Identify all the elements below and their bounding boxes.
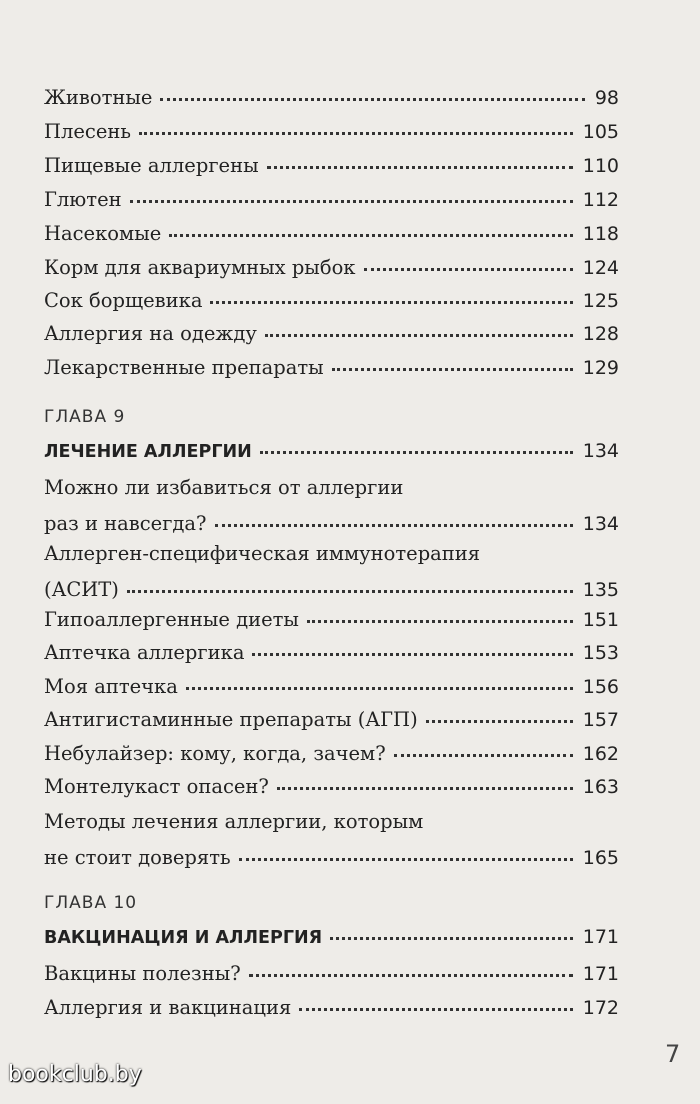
leader-dots bbox=[265, 334, 573, 337]
toc-entry bbox=[44, 476, 619, 546]
toc-entry-title: Сок борщевика bbox=[44, 289, 203, 312]
leader-dots bbox=[130, 200, 573, 203]
toc-entry-title-line1: Можно ли избавиться от аллергии bbox=[44, 476, 404, 499]
toc-entry-page: 162 bbox=[582, 743, 619, 765]
leader-dots bbox=[210, 301, 572, 304]
leader-dots bbox=[426, 720, 573, 723]
toc-entry bbox=[44, 188, 619, 222]
toc-entry bbox=[44, 542, 619, 612]
toc-entry bbox=[44, 742, 619, 776]
leader-dots bbox=[330, 937, 573, 940]
toc-entry-title: Насекомые bbox=[44, 222, 162, 245]
chapter-title-entry bbox=[44, 926, 619, 960]
toc-entry-page: 171 bbox=[582, 926, 619, 948]
toc-entry bbox=[44, 641, 619, 675]
toc-entry-page: 98 bbox=[594, 87, 619, 109]
toc-entry bbox=[44, 154, 619, 188]
leader-dots bbox=[307, 620, 573, 623]
toc-entry-title: Плесень bbox=[44, 120, 132, 143]
toc-entry-page: 153 bbox=[582, 642, 619, 664]
toc-entry bbox=[44, 256, 619, 290]
toc-entry-title: Аллергия на одежду bbox=[44, 322, 257, 345]
leader-dots bbox=[215, 524, 573, 527]
toc-entry bbox=[44, 222, 619, 256]
toc-entry-title: Гипоаллергенные диеты bbox=[44, 608, 299, 631]
toc-entry-page: 156 bbox=[582, 676, 619, 698]
leader-dots bbox=[169, 234, 572, 237]
toc-entry bbox=[44, 322, 619, 356]
toc-entry-title: Корм для аквариумных рыбок bbox=[44, 256, 356, 279]
toc-entry bbox=[44, 120, 619, 154]
toc-entry-page: 157 bbox=[582, 709, 619, 731]
toc-entry-title: Глютен bbox=[44, 188, 122, 211]
toc-entry bbox=[44, 289, 619, 323]
toc-entry-page: 171 bbox=[582, 963, 619, 985]
watermark: bookclub.by bbox=[8, 1062, 142, 1087]
toc-entry-page: 128 bbox=[582, 323, 619, 345]
toc-entry-page: 129 bbox=[582, 357, 619, 379]
leader-dots bbox=[186, 687, 573, 690]
toc-entry-page: 172 bbox=[582, 997, 619, 1019]
toc-entry-title: Животные bbox=[44, 86, 153, 109]
leader-dots bbox=[239, 858, 573, 861]
leader-dots bbox=[332, 368, 573, 371]
leader-dots bbox=[127, 590, 573, 593]
toc-entry bbox=[44, 996, 619, 1030]
toc-entry-page: 125 bbox=[582, 290, 619, 312]
page-number: 7 bbox=[665, 1040, 681, 1068]
toc-entry-title: (АСИТ) bbox=[44, 578, 119, 601]
toc-entry-title: Небулайзер: кому, когда, зачем? bbox=[44, 742, 386, 765]
leader-dots bbox=[249, 974, 573, 977]
toc-entry-page: 112 bbox=[582, 189, 619, 211]
leader-dots bbox=[277, 787, 573, 790]
toc-entry-title: раз и навсегда? bbox=[44, 512, 207, 535]
leader-dots bbox=[160, 98, 584, 101]
toc-entry bbox=[44, 962, 619, 996]
chapter-title: ЛЕЧЕНИЕ АЛЛЕРГИИ bbox=[44, 442, 252, 462]
toc-entry bbox=[44, 775, 619, 809]
toc-entry-page: 151 bbox=[582, 609, 619, 631]
chapter-title-entry bbox=[44, 440, 619, 474]
leader-dots bbox=[139, 132, 573, 135]
toc-entry-page: 118 bbox=[582, 223, 619, 245]
toc-entry-page: 165 bbox=[582, 847, 619, 869]
toc-entry-title: Аллергия и вакцинация bbox=[44, 996, 292, 1019]
toc-entry-title: Пищевые аллергены bbox=[44, 154, 259, 177]
toc-entry-page: 163 bbox=[582, 776, 619, 798]
toc-entry-page: 110 bbox=[582, 155, 619, 177]
chapter-title: ВАКЦИНАЦИЯ И АЛЛЕРГИЯ bbox=[44, 928, 323, 948]
toc-entry bbox=[44, 608, 619, 642]
leader-dots bbox=[394, 754, 573, 757]
toc-entry-title-line1: Методы лечения аллергии, которым bbox=[44, 810, 424, 833]
toc-entry-title: Антигистаминные препараты (АГП) bbox=[44, 708, 418, 731]
toc-entry-title-line1: Аллерген-специфическая иммунотерапия bbox=[44, 542, 481, 565]
toc-entry-title: не стоит доверять bbox=[44, 846, 231, 869]
toc-entry-title: Аптечка аллергика bbox=[44, 641, 245, 664]
toc-entry-title: Вакцины полезны? bbox=[44, 962, 241, 985]
toc-entry-title: Лекарственные препараты bbox=[44, 356, 324, 379]
leader-dots bbox=[299, 1008, 572, 1011]
chapter-label: ГЛАВА 9 bbox=[44, 407, 126, 427]
leader-dots bbox=[252, 653, 572, 656]
toc-entry-page: 105 bbox=[582, 121, 619, 143]
toc-entry bbox=[44, 708, 619, 742]
toc-entry-page: 134 bbox=[582, 440, 619, 462]
toc-entry bbox=[44, 675, 619, 709]
leader-dots bbox=[364, 268, 573, 271]
toc-entry bbox=[44, 356, 619, 390]
toc-entry-page: 124 bbox=[582, 257, 619, 279]
toc-entry bbox=[44, 86, 619, 120]
toc-entry-page: 135 bbox=[582, 579, 619, 601]
toc-entry bbox=[44, 810, 619, 880]
leader-dots bbox=[267, 166, 573, 169]
toc-entry-title: Монтелукаст опасен? bbox=[44, 775, 269, 798]
toc-entry-title: Моя аптечка bbox=[44, 675, 178, 698]
leader-dots bbox=[260, 451, 573, 454]
chapter-label: ГЛАВА 10 bbox=[44, 893, 138, 913]
toc-entry-page: 134 bbox=[582, 513, 619, 535]
